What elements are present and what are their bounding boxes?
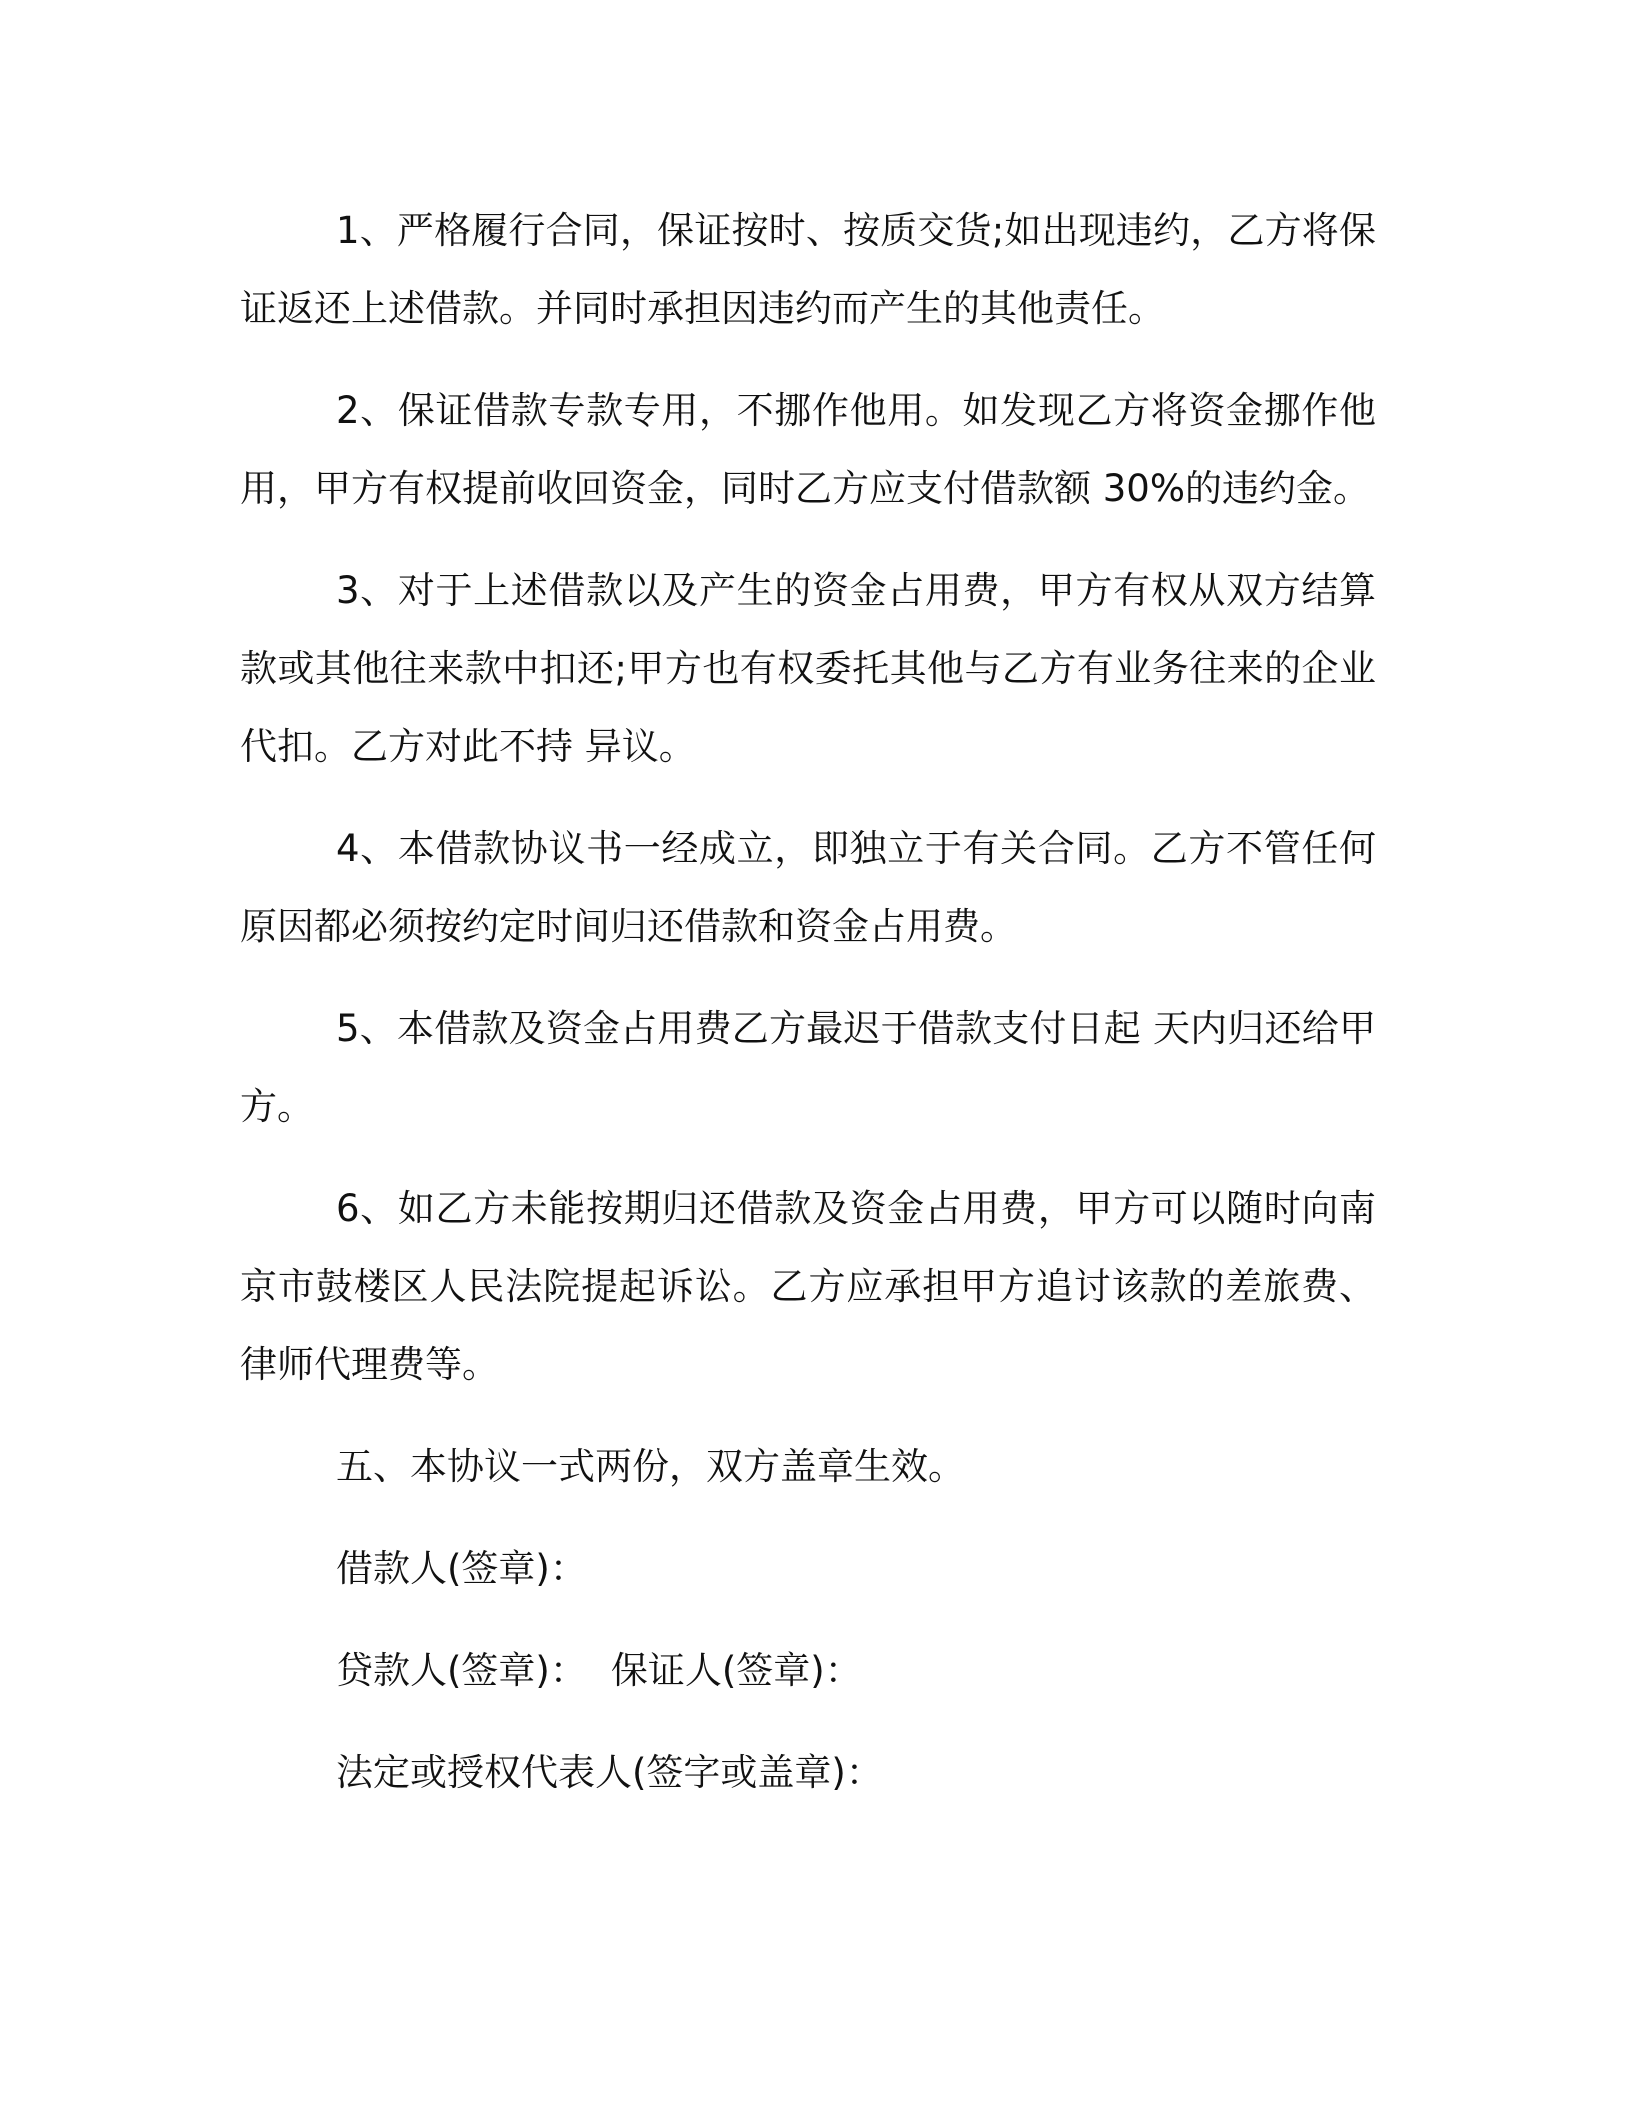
- clause-5: 5、本借款及资金占用费乙方最迟于借款支付日起 天内归还给甲方。: [240, 1007, 1376, 1128]
- lender-signature-label: 贷款人(签章)：: [336, 1649, 587, 1692]
- borrower-signature-line: [336, 1530, 1376, 1608]
- borrower-signature-label: 借款人(签章)：: [336, 1547, 587, 1590]
- clause-1: 1、严格履行合同，保证按时、按质交货;如出现违约，乙方将保证返还上述借款。并同时承担因违约而产生的其他责任。: [240, 209, 1376, 330]
- document-body: [240, 192, 1376, 1836]
- clause-6: 6、如乙方未能按期归还借款及资金占用费，甲方可以随时向南京市鼓楼区人民法院提起诉讼。乙方应承担甲方追讨该款的差旅费、律师代理费等。: [240, 1187, 1376, 1386]
- effect-clause: 五、本协议一式两份，双方盖章生效。: [336, 1445, 965, 1488]
- clause-4: 4、本借款协议书一经成立，即独立于有关合同。乙方不管任何原因都必须按约定时间归还借款和资金占用费。: [240, 827, 1376, 948]
- clause-3: 3、对于上述借款以及产生的资金占用费，甲方有权从双方结算款或其他往来款中扣还;甲方也有权委托其他与乙方有业务往来的企业代扣。乙方对此不持 异议。: [240, 569, 1376, 768]
- clause-2: 2、保证借款专款专用，不挪作他用。如发现乙方将资金挪作他用，甲方有权提前收回资金，同时乙方应支付借款额 30%的违约金。: [240, 389, 1376, 510]
- lender-guarantor-signature-line: [336, 1632, 1376, 1710]
- guarantor-signature-label: 保证人(签章)：: [610, 1649, 862, 1692]
- representative-signature-line: [336, 1734, 1376, 1812]
- representative-signature-label: 法定或授权代表人(签字或盖章)：: [336, 1751, 883, 1794]
